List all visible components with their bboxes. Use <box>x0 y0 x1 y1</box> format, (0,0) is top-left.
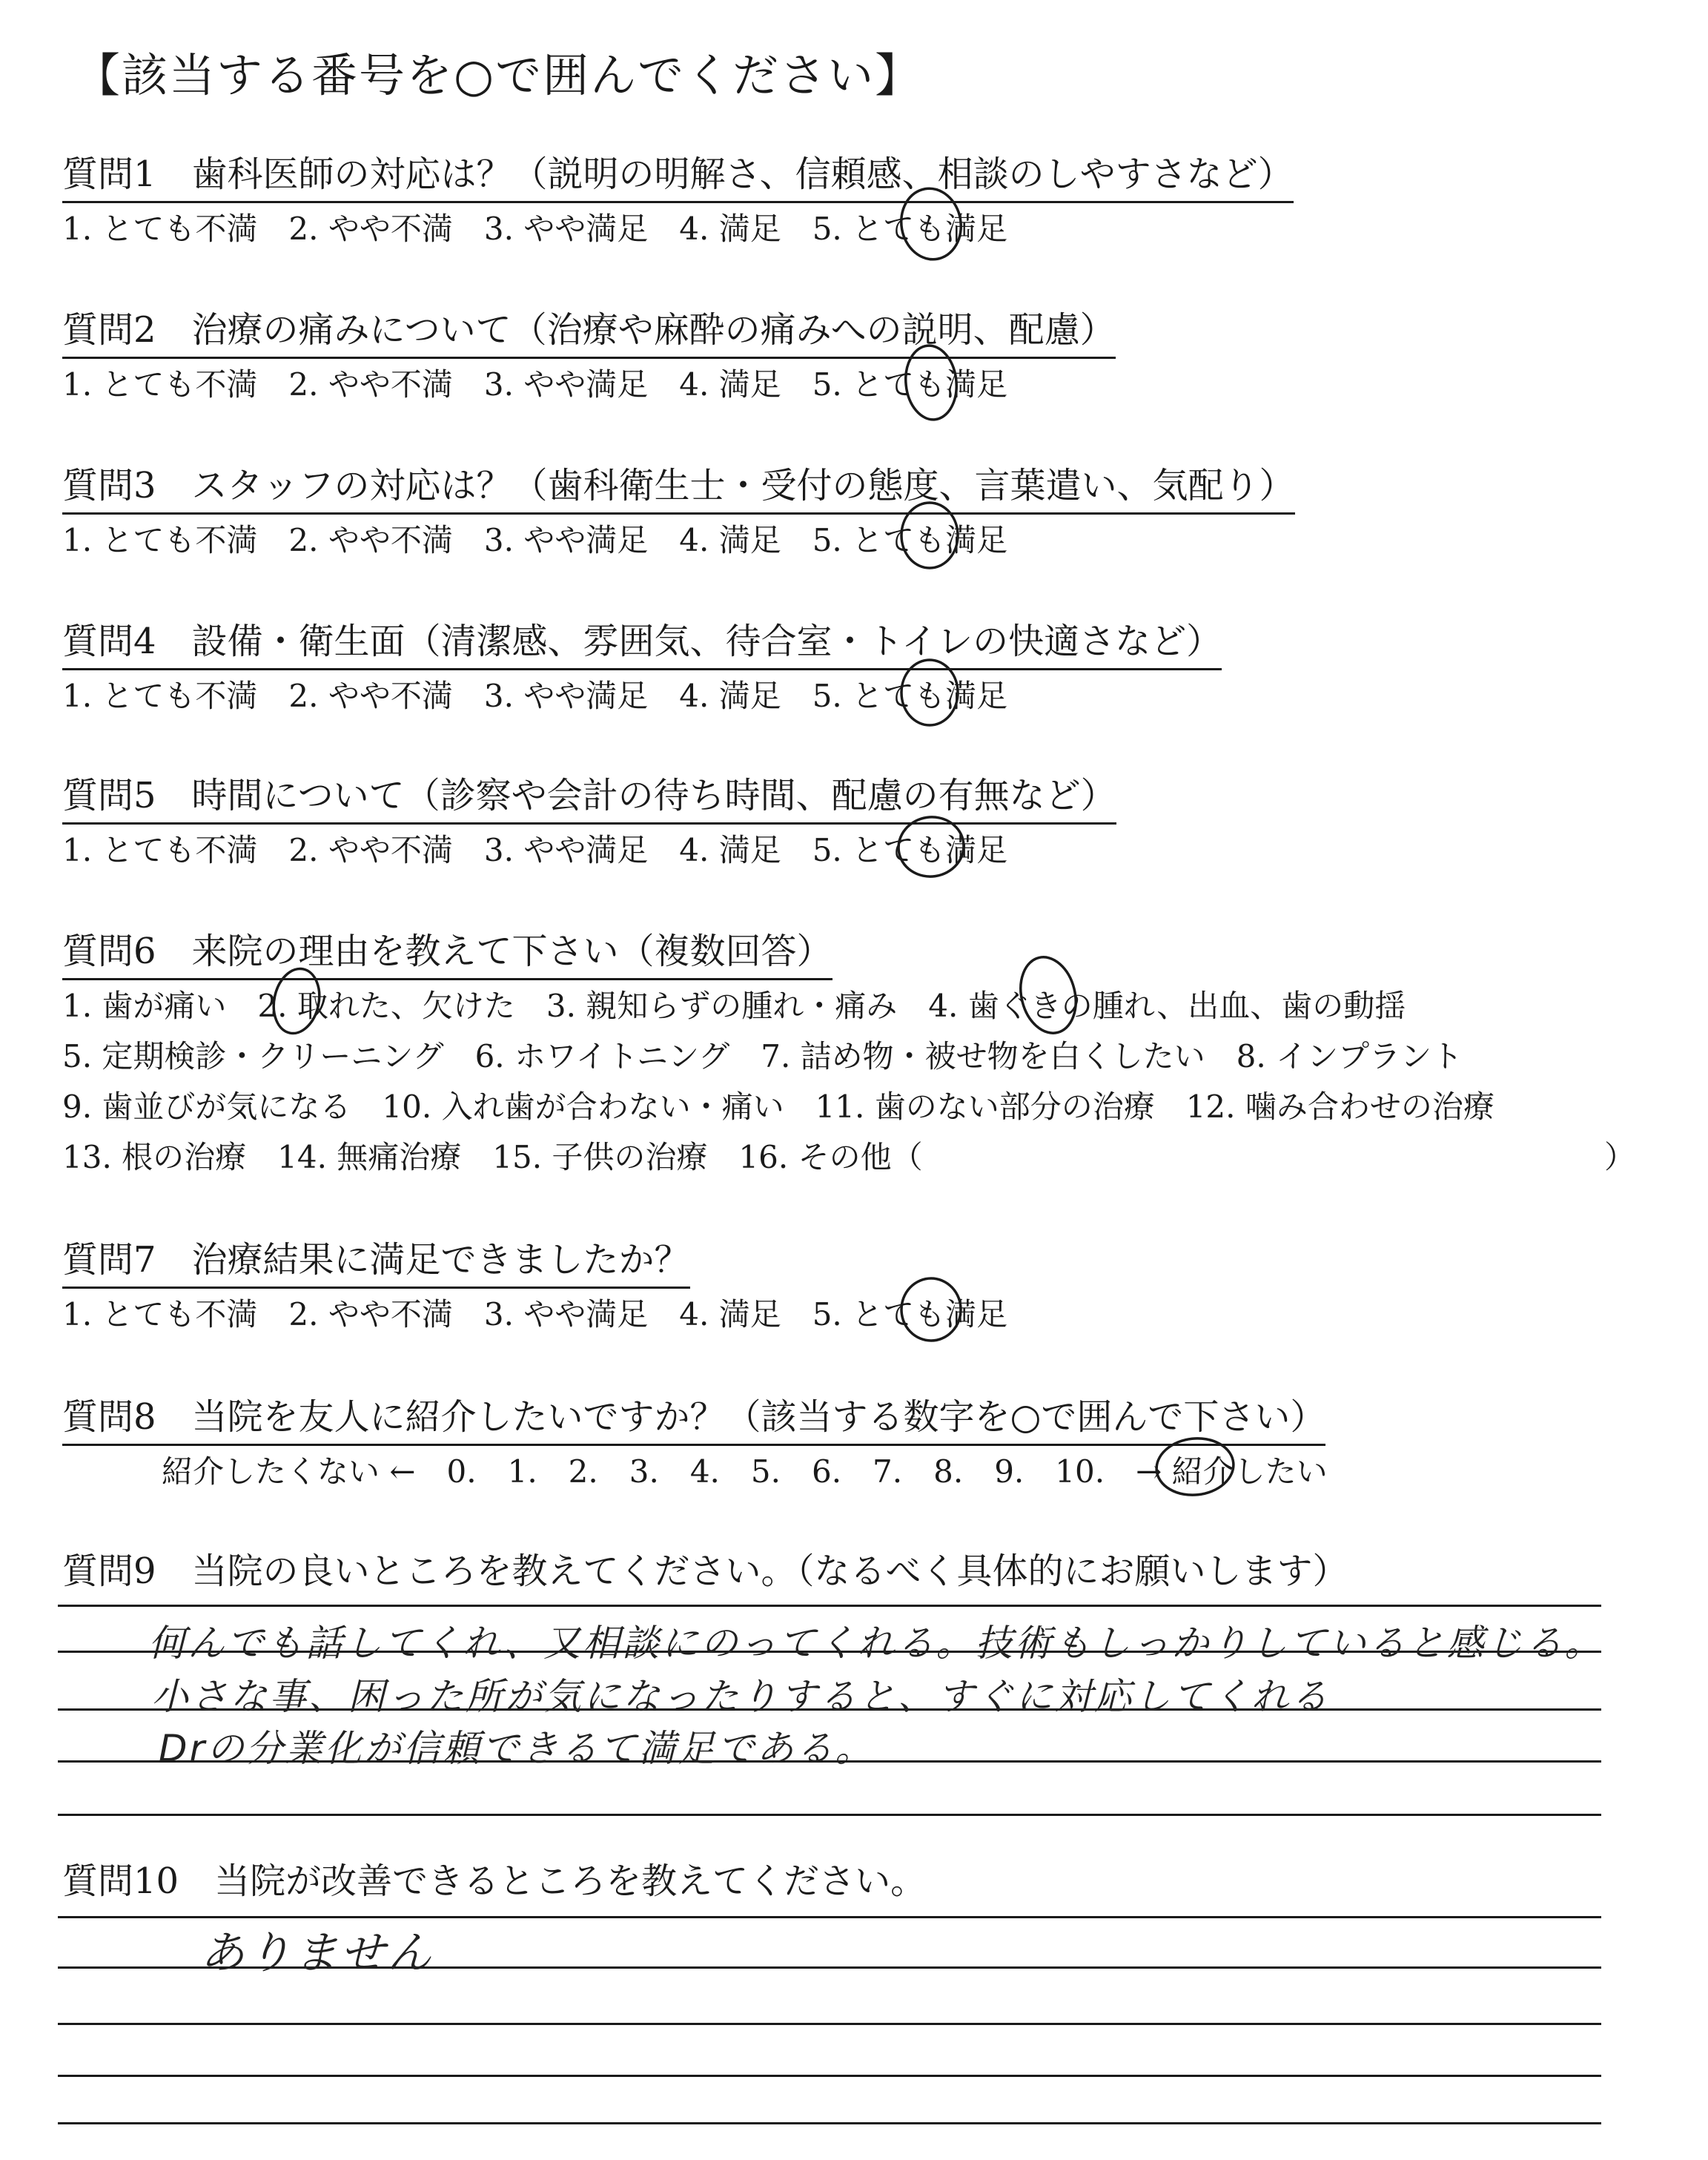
question-1-heading: 質問1 歯科医師の対応は？（説明の明解さ、信頼感、相談のしやすさなど） <box>62 145 1294 203</box>
answer-rule <box>58 2023 1601 2025</box>
question-1-options[interactable]: 1. とても不満 2. やや不満 3. やや満足 4. 満足 5. とても満足 <box>62 211 1008 247</box>
question-2-options[interactable]: 1. とても不満 2. やや不満 3. やや満足 4. 満足 5. とても満足 <box>62 366 1008 403</box>
question-8-heading: 質問8 当院を友人に紹介したいですか？（該当する数字を○で囲んで下さい） <box>62 1388 1325 1446</box>
question-7-options[interactable]: 1. とても不満 2. やや不満 3. やや満足 4. 満足 5. とても満足 <box>62 1296 1008 1332</box>
answer-rule <box>58 2122 1601 2124</box>
question-3-options[interactable]: 1. とても不満 2. やや不満 3. やや満足 4. 満足 5. とても満足 <box>62 522 1008 558</box>
question-4-options[interactable]: 1. とても不満 2. やや不満 3. やや満足 4. 満足 5. とても満足 <box>62 678 1008 714</box>
question-4-heading: 質問4 設備・衛生面（清潔感、雰囲気、待合室・トイレの快適さなど） <box>62 612 1222 670</box>
question-3-heading: 質問3 スタッフの対応は？（歯科衛生士・受付の態度、言葉遣い、気配り） <box>62 457 1295 515</box>
question-10-answer-line-1[interactable]: ありません <box>200 1927 434 1979</box>
question-9-answer-line-1[interactable]: 何んでも話してくれ、又相談にのってくれる。技術もしっかりしていると感じる。 <box>148 1622 1604 1665</box>
question-6-heading: 質問6 来院の理由を教えて下さい（複数回答） <box>62 922 833 980</box>
question-10-heading: 質問10 当院が改善できるところを教えてください。 <box>62 1860 927 1902</box>
answer-rule <box>58 1605 1601 1607</box>
answer-rule <box>58 1814 1601 1816</box>
question-7-heading: 質問7 治療結果に満足できましたか？ <box>62 1231 690 1289</box>
question-6-line-4[interactable]: 13. 根の治療 14. 無痛治療 15. 子供の治療 16. その他（ <box>62 1139 923 1175</box>
question-6-line-3[interactable]: 9. 歯並びが気になる 10. 入れ歯が合わない・痛い 11. 歯のない部分の治療 12. 噛み合わせの治療 <box>62 1089 1494 1125</box>
question-5-options[interactable]: 1. とても不満 2. やや不満 3. やや満足 4. 満足 5. とても満足 <box>62 832 1008 868</box>
answer-rule <box>58 2075 1601 2077</box>
question-8-scale[interactable]: 紹介したくない ← 0. 1. 2. 3. 4. 5. 6. 7. 8. 9. 10. → 紹介したい <box>162 1453 1328 1490</box>
question-9-answer-line-3[interactable]: Drの分業化が信頼できるて満足である。 <box>159 1727 875 1770</box>
question-9-answer-line-2[interactable]: 小さな事、困った所が気になったりすると、すぐに対応してくれる <box>151 1675 1330 1718</box>
question-6-other-close: ） <box>1604 1139 1636 1175</box>
question-2-heading: 質問2 治療の痛みについて（治療や麻酔の痛みへの説明、配慮） <box>62 301 1116 359</box>
question-5-heading: 質問5 時間について（診察や会計の待ち時間、配慮の有無など） <box>62 767 1116 825</box>
question-6-line-1[interactable]: 1. 歯が痛い 2. 取れた、欠けた 3. 親知らずの腫れ・痛み 4. 歯ぐきの腫れ、出血、歯の動揺 <box>62 988 1406 1024</box>
question-9-heading: 質問9 当院の良いところを教えてください。（なるべく具体的にお願いします） <box>62 1550 1348 1592</box>
question-6-line-2[interactable]: 5. 定期検診・クリーニング 6. ホワイトニング 7. 詰め物・被せ物を白くしたい 8. インプラント <box>62 1038 1463 1074</box>
page-title: 【該当する番号を○で囲んでください】 <box>74 48 923 102</box>
